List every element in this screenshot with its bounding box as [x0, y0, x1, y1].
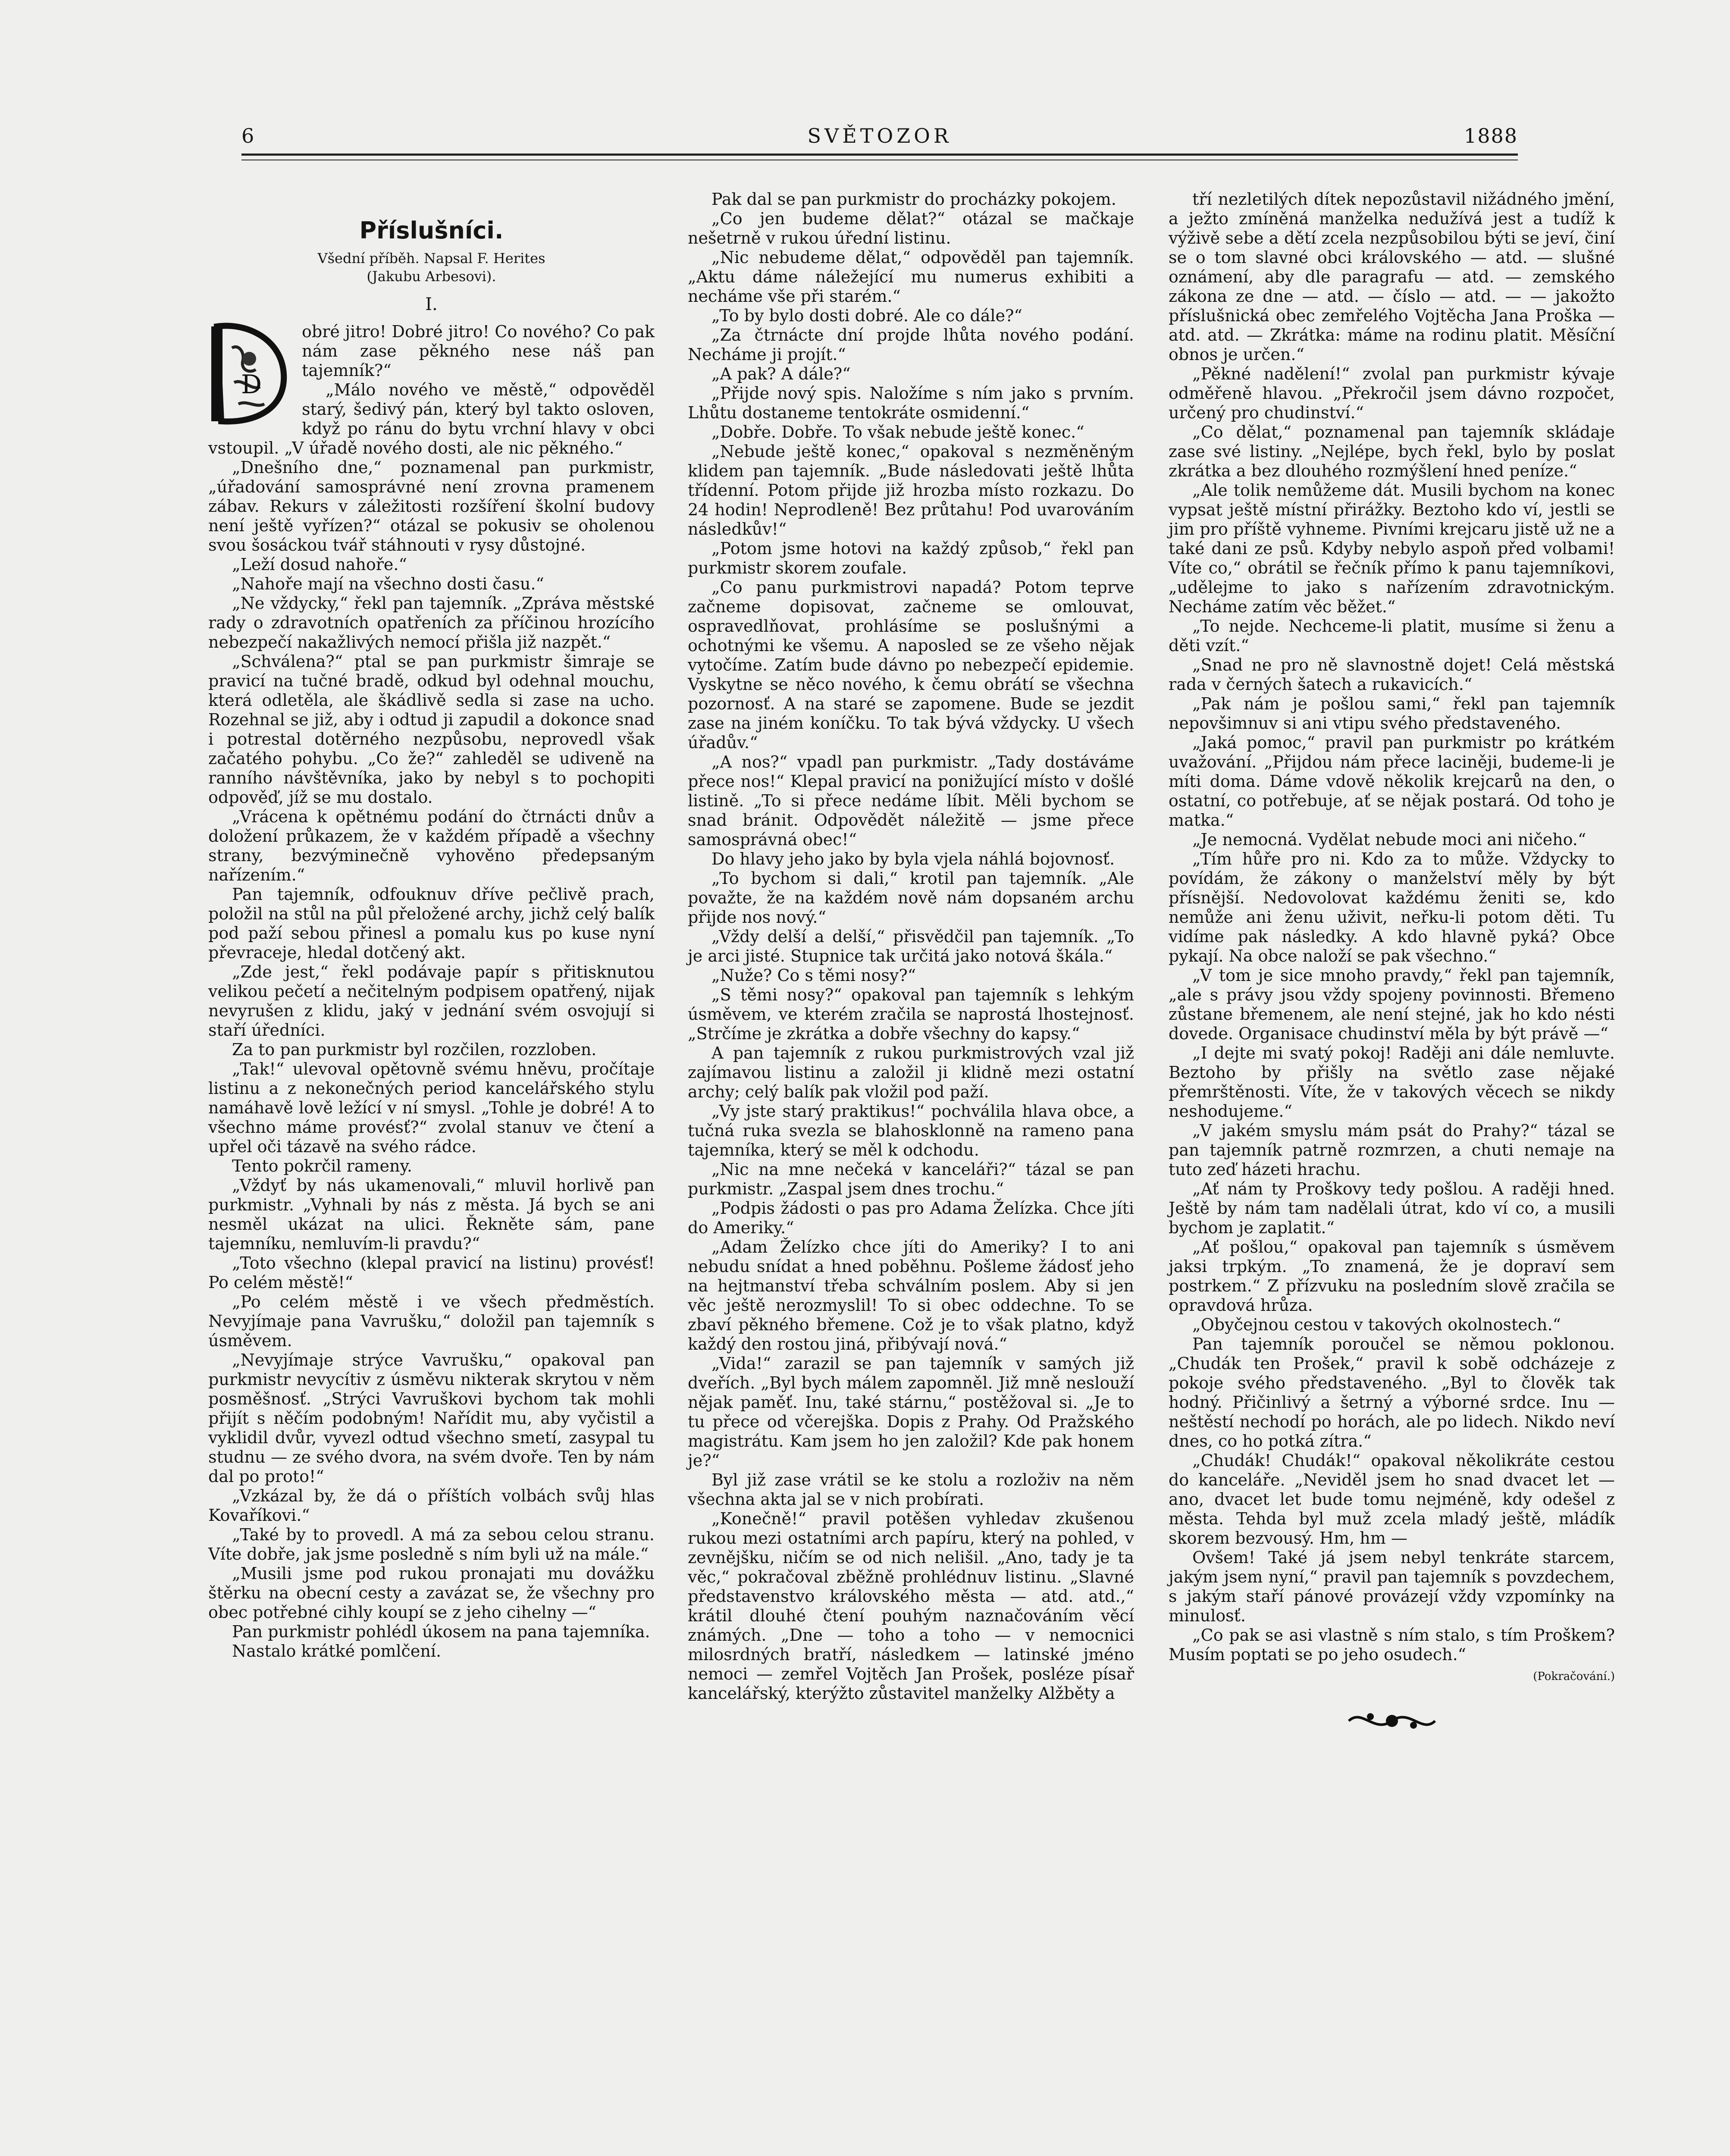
story-dedication: (Jakubu Arbesovi). [367, 268, 496, 285]
col2-paragraph: „Potom jsme hotovi na každý způsob,“ řekl pan purkmistr skorem zoufale. [688, 539, 1134, 577]
col1-paragraph: Nastalo krátké pomlčení. [232, 1642, 442, 1661]
col3-paragraph: „Ať nám ty Proškovy tedy pošlou. A raději hned. Ještě by nám tam nadělali útrat, kdo ví co, a musili bychom je zaplatit.“ [1169, 1179, 1615, 1237]
column-1 [208, 190, 655, 1661]
magazine-title: SVĚTOZOR [807, 124, 952, 147]
col2-paragraph: „Přijde nový spis. Naložíme s ním jako s prvním. Lhůtu dostaneme tentokráte osmidenní.“ [688, 384, 1134, 422]
running-header [241, 124, 1518, 154]
col2-paragraph: „Nic nebudeme dělat,“ odpověděl pan tajemník. „Aktu dáme náležející mu numerus exhibiti a necháme vše při starém.“ [688, 248, 1134, 306]
floral-ornament [1169, 1704, 1615, 1742]
col3-paragraph: „Chudák! Chudák!“ opakoval několikráte cestou do kanceláře. „Neviděl jsem ho snad dvacet let — ano, dvacet let bude tomu nejméně, kdy odešel z města. Tehda byl muž zcela mladý ještě, mládík skorem bezvousý. Hm, hm — [1169, 1451, 1615, 1548]
col3-paragraph: tří nezletilých dítek nepozůstavil nižádného jmění, a ježto zmíněná manželka nedužívá jest a tudíž k výživě sebe a dětí zcela nezpůsobilou býti se jeví, činí se o tom slavné obci královského — atd. — slušné oznámení, aby dle paragrafu — atd. — zemského zákona ze dne — atd. — číslo — atd. — — jakožto příslušnická obec zemřelého Vojtěcha Jana Proška — atd. atd. — Zkrátka: máme na rodinu platit. Měsíční obnos je určen.“ [1169, 190, 1615, 364]
col3-paragraph: „Je nemocná. Vydělat nebude moci ani ničeho.“ [1192, 830, 1586, 849]
col1-paragraph: „Vždyť by nás ukamenovali,“ mluvil horlivě pan purkmistr. „Vyhnali by nás z města. Já bych se ani nesměl ukázat na ulici. Řekněte sám, pane tajemníku, nemluvím-li pravdu?“ [208, 1176, 655, 1253]
col1-paragraph: Pan tajemník, odfouknuv dříve pečlivě prach, položil na stůl na půl přeložené archy, jichž celý balík pod paží sebou přinesl a pomalu kus po kuse nyní převraceje, hledal dotčený akt. [208, 885, 655, 962]
col2-paragraph: „Nuže? Co s těmi nosy?“ [711, 966, 916, 985]
col3-paragraph: Ovšem! Také já jsem nebyl tenkráte starcem, jakým jsem nyní,“ pravil pan tajemník s povzdechem, s jakým staří pánové provázejí vždy vzpomínky na minulosť. [1169, 1548, 1615, 1625]
col1-paragraph: „Nahoře mají na všechno dosti času.“ [232, 574, 544, 593]
col1-paragraph: „Musili jsme pod rukou pronajati mu dovážku štěrku na obecní cesty a zavázat se, že všechny pro obec potřebné cihly koupí se z jeho cihelny —“ [208, 1564, 655, 1622]
col2-paragraph: Byl již zase vrátil se ke stolu a rozloživ na něm všechna akta jal se v nich probírati. [688, 1470, 1134, 1509]
page-number: 6 [241, 124, 255, 147]
col3-paragraph: „Pěkné nadělení!“ zvolal pan purkmistr kývaje odměřeně hlavou. „Překročil jsem dávno rozpočet, určený pro chudinství.“ [1169, 364, 1615, 422]
drop-cap-letter: D [241, 370, 262, 400]
col3-paragraph: „V tom je sice mnoho pravdy,“ řekl pan tajemník, „ale s právy jsou vždy spojeny povinnosti. Břemeno zůstane břemenem, ale není stejné, jak ho kdo nésti dovede. Organisace chudinství měla by být právě —“ [1169, 966, 1615, 1043]
column-3 [1169, 190, 1615, 1742]
col2-paragraph: „Vida!“ zarazil se pan tajemník v samých již dveřích. „Byl bych málem zapomněl. Již mně neslouží nějak paměť. Inu, také stárnu,“ postěžoval si. „Je to tu přece od včerejška. Dopis z Prahy. Od Pražského magistrátu. Kam jsem ho jen založil? Kde pak honem je?“ [688, 1354, 1134, 1470]
col2-paragraph: „Dobře. Dobře. To však nebude ještě konec.“ [711, 423, 1084, 442]
col3-paragraph: „Snad ne pro ně slavnostně dojet! Celá městská rada v černých šatech a rukavicích.“ [1169, 655, 1615, 694]
col1-paragraph: obré jitro! Dobré jitro! Co nového? Co pak nám zase pěkného nese náš pan tajemník?“ [302, 322, 655, 380]
col1-paragraph: „Toto všechno (klepal pravicí na listinu) provésť! Po celém městě!“ [208, 1253, 655, 1292]
col1-paragraph: „Vzkázal by, že dá o příštích volbách svůj hlas Kovaříkovi.“ [208, 1486, 655, 1525]
col1-paragraph: „Málo nového ve městě,“ odpověděl starý, šedivý pán, který byl takto osloven, když po ránu do bytu vrchní hlavy v obci vstoupil. „V úřadě nového dosti, ale nic pěkného.“ [208, 380, 655, 458]
drop-cap-d-ornament [208, 318, 292, 428]
continued-note: (Pokračování.) [1533, 1670, 1615, 1683]
col3-paragraph: „I dejte mi svatý pokoj! Raději ani dále nemluvte. Beztoho by přišly na světlo zase nějaké přemrštěnosti. Víte, že v takových věcech se nikdy neshodujeme.“ [1169, 1044, 1615, 1121]
col1-paragraph: Za to pan purkmistr byl rozčilen, rozzloben. [232, 1040, 597, 1059]
col2-paragraph: „Co panu purkmistrovi napadá? Potom teprve začneme dopisovat, začneme se omlouvat, ospravedlňovat, prohlásíme se poslušnými a ochotnými ke všemu. A naposled se ze všeho nějak vytočíme. Zatím bude dávno po nebezpečí epidemie. Vyskytne se něco nového, k čemu obrátí se všechna pozornosť. A na staré se zapomene. Bude se jezdit zase na jiném koníčku. To tak bývá vždycky. U všech úřadův.“ [688, 578, 1134, 752]
col2-paragraph: „S těmi nosy?“ opakoval pan tajemník s lehkým úsměvem, ve kterém zračila se naprostá lhostejnosť. „Strčíme je zkrátka a dobře všechny do kapsy.“ [688, 985, 1134, 1043]
col2-paragraph: „Adam Želízko chce jíti do Ameriky? I to ani nebudu snídat a hned poběhnu. Pošleme žádosť jeho na hejtmanství třeba schválním poslem. Aby si jen věc ještě nerozmyslil! To si obec oddechne. To se zbaví pěkného břemene. Což je to však platno, když každý den rostou jiná, přibývají nová.“ [688, 1238, 1134, 1354]
col2-paragraph: „Za čtrnácte dní projde lhůta nového podání. Necháme ji projít.“ [688, 326, 1134, 364]
col1-paragraph: „Zde jest,“ řekl podávaje papír s přitisknutou velikou pečetí a nečitelným podpisem opatřený, nijak nevyrušen z klidu, jaký v jednání svém osvojují si staří úředníci. [208, 962, 655, 1040]
col1-paragraph: „Dnešního dne,“ poznamenal pan purkmistr, „úřadování samosprávné není zrovna pramenem zábav. Rekurs v záležitosti rozšíření školní budovy není ještě vyřízen?“ otázal se pokusiv se oholenou svou šosáckou tvář stáhnouti v rysy důstojné. [208, 458, 655, 555]
col3-paragraph: „Ať pošlou,“ opakoval pan tajemník s úsměvem jaksi trpkým. „To znamená, že je dopraví sem postrkem.“ Z přízvuku na posledním slově zračila se opravdová hrůza. [1169, 1238, 1615, 1315]
col1-paragraph: „Schválena?“ ptal se pan purkmistr šimraje se pravicí na tučné bradě, odkud byl odehnal mouchu, která odletěla, ale škádlivě sedla si zase na ucho. Rozehnal se již, aby i odtud ji zapudil a dokonce snad i potrestal dotěrného nezpůsobu, neprovedl však začatého pohybu. „Co že?“ zahleděl se udiveně na ranního návštěvníka, jako by nebyl s to pochopiti odpověď, jíž se mu dostalo. [208, 652, 655, 807]
col3-paragraph: „Tím hůře pro ni. Kdo za to může. Vždycky to povídám, že zákony o manželství měly by být přísnější. Nedovolovat každému ženiti se, kdo nemůže ani ženu uživit, neřku-li potom děti. Tu vidíme pak následky. A kdo hlavně pyká? Obce pykají. Na obce naloží se pak všechno.“ [1169, 849, 1615, 965]
col2-paragraph: „Vy jste starý praktikus!“ pochválila hlava obce, a tučná ruka svezla se blahosklonně na rameno pana tajemníka, který se měl k odchodu. [688, 1102, 1134, 1159]
col2-paragraph: „To by bylo dosti dobré. Ale co dále?“ [711, 306, 1022, 325]
col2-paragraph: „Co jen budeme dělat?“ otázal se mačkaje nešetrně v rukou úřední listinu. [688, 209, 1134, 248]
col2-paragraph: „To bychom si dali,“ krotil pan tajemník. „Ale považte, že na každém nově nám dopsaném archu přijde nos nový.“ [688, 869, 1134, 927]
col1-paragraph: „Nevyjímaje strýce Vavrušku,“ opakoval pan purkmistr nevycítiv z úsměvu nikterak skrytou v něm posměšnosť. „Strýci Vavruškovi bychom tak mohli přijít s něčím podobným! Nařídit mu, aby vyčistil a vyklidil dvůr, vyvezl odtud všechno smetí, zasypal tu studnu — ze svého dvora, na svém dvoře. Ten by nám dal po proto!“ [208, 1351, 655, 1486]
story-subtitle: Všední příběh. Napsal F. Herites [317, 250, 545, 266]
col2-paragraph: „Vždy delší a delší,“ přisvědčil pan tajemník. „To je arci jisté. Stupnice tak určitá jako notová škála.“ [688, 927, 1134, 965]
header-rule [241, 154, 1518, 156]
col1-paragraph: „Ne vždycky,“ řekl pan tajemník. „Zpráva městské rady o zdravotních opatřeních za příčinou hrozícího nebezpečí nakažlivých nemocí přišla již nazpět.“ [208, 594, 655, 652]
col3-paragraph: „V jakém smyslu mám psát do Prahy?“ tázal se pan tajemník patrně rozmrzen, a chuti nemaje na tuto zeď házeti hrachu. [1169, 1121, 1615, 1179]
col2-paragraph: „Podpis žádosti o pas pro Adama Želízka. Chce jíti do Ameriky.“ [688, 1199, 1134, 1237]
col2-paragraph: Do hlavy jeho jako by byla vjela náhlá bojovnosť. [711, 849, 1115, 868]
col1-paragraph: „Tak!“ ulevoval opětovně svému hněvu, pročítaje listinu a z nekonečných period kancelářského stylu namáhavě lově ležící v ní smysl. „Tohle je dobré! A to všechno máme provésť?“ zvolal stanuv ve čtení a upřel oči tázavě na svého rádce. [208, 1059, 655, 1156]
column-2 [688, 190, 1134, 1703]
col3-paragraph: „Obyčejnou cestou v takových okolnostech.“ [1192, 1315, 1561, 1334]
flower-ornament-icon [1345, 1704, 1439, 1738]
col1-paragraph: „Leží dosud nahoře.“ [232, 555, 407, 574]
col3-paragraph: „Jaká pomoc,“ pravil pan purkmistr po krátkém uvažování. „Přijdou nám přece laciněji, budeme-li je míti doma. Dáme vdově několik krejcarů na den, o ostatní, co potřebuje, ať se nějak postará. Od toho je matka.“ [1169, 733, 1615, 830]
col2-paragraph: „A nos?“ vpadl pan purkmistr. „Tady dostáváme přece nos!“ Klepal pravicí na ponižující místo v došlé listině. „To si přece nedáme líbit. Měli bychom se snad bránit. Odpovědět náležitě — jsme přece samosprávná obec!“ [688, 752, 1134, 849]
col1-paragraph: Tento pokrčil rameny. [232, 1156, 412, 1175]
chapter-number: I. [425, 295, 438, 314]
col1-paragraph: „Po celém městě i ve všech předměstích. Nevyjímaje pana Vavrušku,“ doložil pan tajemník s úsměvem. [208, 1292, 655, 1350]
story-title: Příslušníci. [359, 217, 504, 244]
col3-paragraph: Pan tajemník poroučel se němou poklonou. „Chudák ten Prošek,“ pravil k sobě odcházeje z pokoje svého představeného. „Byl to člověk tak hodný. Přičinlivý a šetrný a výborné srdce. Inu — neštěstí nechodí po horách, ale po lidech. Nikdo neví dnes, co ho potká zítra.“ [1169, 1335, 1615, 1451]
col2-paragraph: „Konečně!“ pravil potěšen vyhledav zkušenou rukou mezi ostatními arch papíru, který na pohled, v zevnějšku, ničím se od nich nelišil. „Ano, tady je ta věc,“ pokračoval zběžně prohlédnuv listinu. „Slavné představenstvo královského města — atd. atd.,“ krátil dlouhé čtení pouhým naznačováním věcí známých. „Dne — toho a toho — v nemocnici milosrdných bratří, následkem — latinské jméno nemoci — zemřel Vojtěch Jan Prošek, posléze písař kancelářský, kterýžto zůstavitel manželky Alžběty a [688, 1509, 1134, 1703]
col2-paragraph: A pan tajemník z rukou purkmistrových vzal již zajímavou listinu a založil ji klidně mezi ostatní archy; celý balík pak vložil pod paží. [688, 1044, 1134, 1101]
col1-paragraph: „Také by to provedl. A má za sebou celou stranu. Víte dobře, jak jsme posledně s ním byli už na mále.“ [208, 1525, 655, 1564]
col2-paragraph: „Nebude ještě konec,“ opakoval s nezměněným klidem pan tajemník. „Bude následovati ještě lhůta třídenní. Potom přijde již hrozba místo rozkazu. Do 24 hodin! Neprodleně! Bez průtahu! Pod uvarováním následkův!“ [688, 442, 1134, 539]
col2-paragraph: „A pak? A dále?“ [711, 364, 851, 383]
col1-paragraph: Pan purkmistr pohlédl úkosem na pana tajemníka. [232, 1622, 650, 1641]
col1-paragraph: „Vrácena k opětnému podání do čtrnácti dnův a doložení průkazem, že v každém případě a všechny strany, bezvýminečně vyhověno předepsaným nařízením.“ [208, 807, 655, 884]
col3-paragraph: „Co pak se asi vlastně s ním stalo, s tím Proškem? Musím poptati se po jeho osudech.“ [1169, 1626, 1615, 1664]
col3-paragraph: „Co dělat,“ poznamenal pan tajemník skládaje zase své listiny. „Nejlépe, bych řekl, bylo by poslat zkrátka a bez dlouhého rozmýšlení hned peníze.“ [1169, 423, 1615, 480]
year: 1888 [1464, 124, 1518, 147]
col2-paragraph: Pak dal se pan purkmistr do procházky pokojem. [711, 190, 1116, 209]
col2-paragraph: „Nic na mne nečeká v kanceláři?“ tázal se pan purkmistr. „Zaspal jsem dnes trochu.“ [688, 1160, 1134, 1198]
col3-paragraph: „Pak nám je pošlou sami,“ řekl pan tajemník nepovšimnuv si ani vtipu svého představeného. [1169, 694, 1615, 733]
col3-paragraph: „Ale tolik nemůžeme dát. Musili bychom na konec vypsat ještě místní přirážky. Beztoho kdo ví, jestli se jim pro příště vyhneme. Pivními krejcaru jistě už ne a také dani ze psů. Kdyby nebylo aspoň před volbami! Víte co,“ obrátil se řečník přímo k panu tajemníkovi, „udělejme to jako s nařízením zdravotnickým. Necháme zatím věc běžet.“ [1169, 481, 1615, 616]
col3-paragraph: „To nejde. Nechceme-li platit, musíme si ženu a děti vzít.“ [1169, 617, 1615, 655]
